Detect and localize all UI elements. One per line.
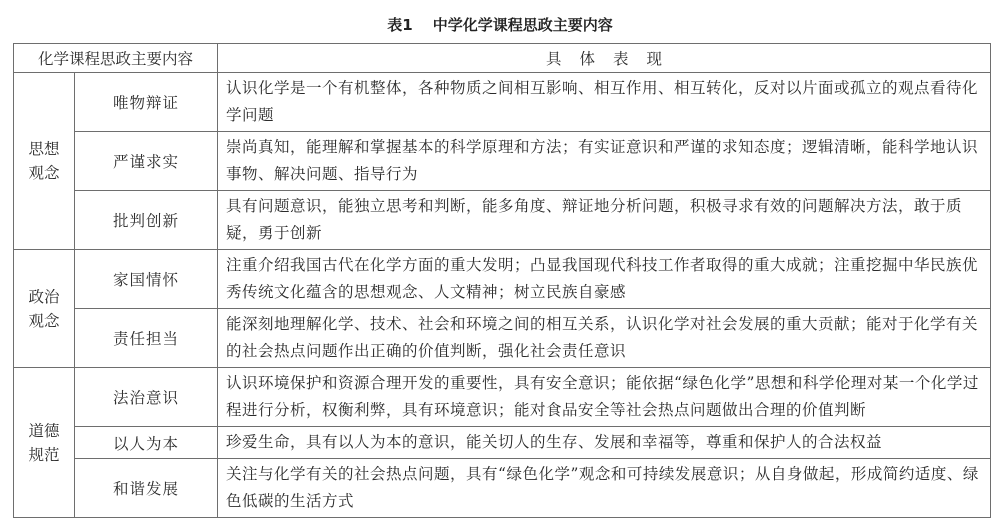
description-cell: 关注与化学有关的社会热点问题，具有“绿色化学”观念和可持续发展意识；从自身做起，形成简约适度、绿色低碳的生活方式 xyxy=(218,459,991,518)
table-row xyxy=(14,132,991,191)
header-content-category: 化学课程思政主要内容 xyxy=(14,44,218,73)
table-number: 表1 xyxy=(387,16,413,34)
item-cell: 唯物辩证 xyxy=(75,73,218,132)
table-row xyxy=(14,309,991,368)
item-cell: 家国情怀 xyxy=(75,250,218,309)
table-row xyxy=(14,368,991,427)
item-cell: 严谨求实 xyxy=(75,132,218,191)
header-specific-performance: 具体表现 xyxy=(218,44,991,73)
table-title: 中学化学课程思政主要内容 xyxy=(432,16,613,34)
item-cell: 和谐发展 xyxy=(75,459,218,518)
description-cell: 注重介绍我国古代在化学方面的重大发明；凸显我国现代科技工作者取得的重大成就；注重挖掘中华民族优秀传统文化蕴含的思想观念、人文精神；树立民族自豪感 xyxy=(218,250,991,309)
item-cell: 法治意识 xyxy=(75,368,218,427)
description-cell: 认识环境保护和资源合理开发的重要性，具有安全意识；能依据“绿色化学”思想和科学伦理对某一个化学过程进行分析，权衡利弊，具有环境意识；能对食品安全等社会热点问题做出合理的价值判断 xyxy=(218,368,991,427)
table-row xyxy=(14,427,991,459)
table-row xyxy=(14,73,991,132)
table-row xyxy=(14,191,991,250)
category-cell: 道德 规范 xyxy=(14,368,75,518)
description-cell: 崇尚真知，能理解和掌握基本的科学原理和方法；有实证意识和严谨的求知态度；逻辑清晰，能科学地认识事物、解决问题、指导行为 xyxy=(218,132,991,191)
category-cell: 思想 观念 xyxy=(14,73,75,250)
description-cell: 具有问题意识，能独立思考和判断，能多角度、辩证地分析问题，积极寻求有效的问题解决方法，敢于质疑，勇于创新 xyxy=(218,191,991,250)
table-caption xyxy=(0,14,1000,35)
description-cell: 认识化学是一个有机整体，各种物质之间相互影响、相互作用、相互转化，反对以片面或孤立的观点看待化学问题 xyxy=(218,73,991,132)
item-cell: 责任担当 xyxy=(75,309,218,368)
table-row xyxy=(14,459,991,518)
description-cell: 能深刻地理解化学、技术、社会和环境之间的相互关系，认识化学对社会发展的重大贡献；能对于化学有关的社会热点问题作出正确的价值判断，强化社会责任意识 xyxy=(218,309,991,368)
category-cell: 政治 观念 xyxy=(14,250,75,368)
header-row xyxy=(14,44,991,73)
content-table xyxy=(13,43,991,518)
item-cell: 批判创新 xyxy=(75,191,218,250)
description-cell: 珍爱生命，具有以人为本的意识，能关切人的生存、发展和幸福等，尊重和保护人的合法权益 xyxy=(218,427,991,459)
item-cell: 以人为本 xyxy=(75,427,218,459)
table-row xyxy=(14,250,991,309)
